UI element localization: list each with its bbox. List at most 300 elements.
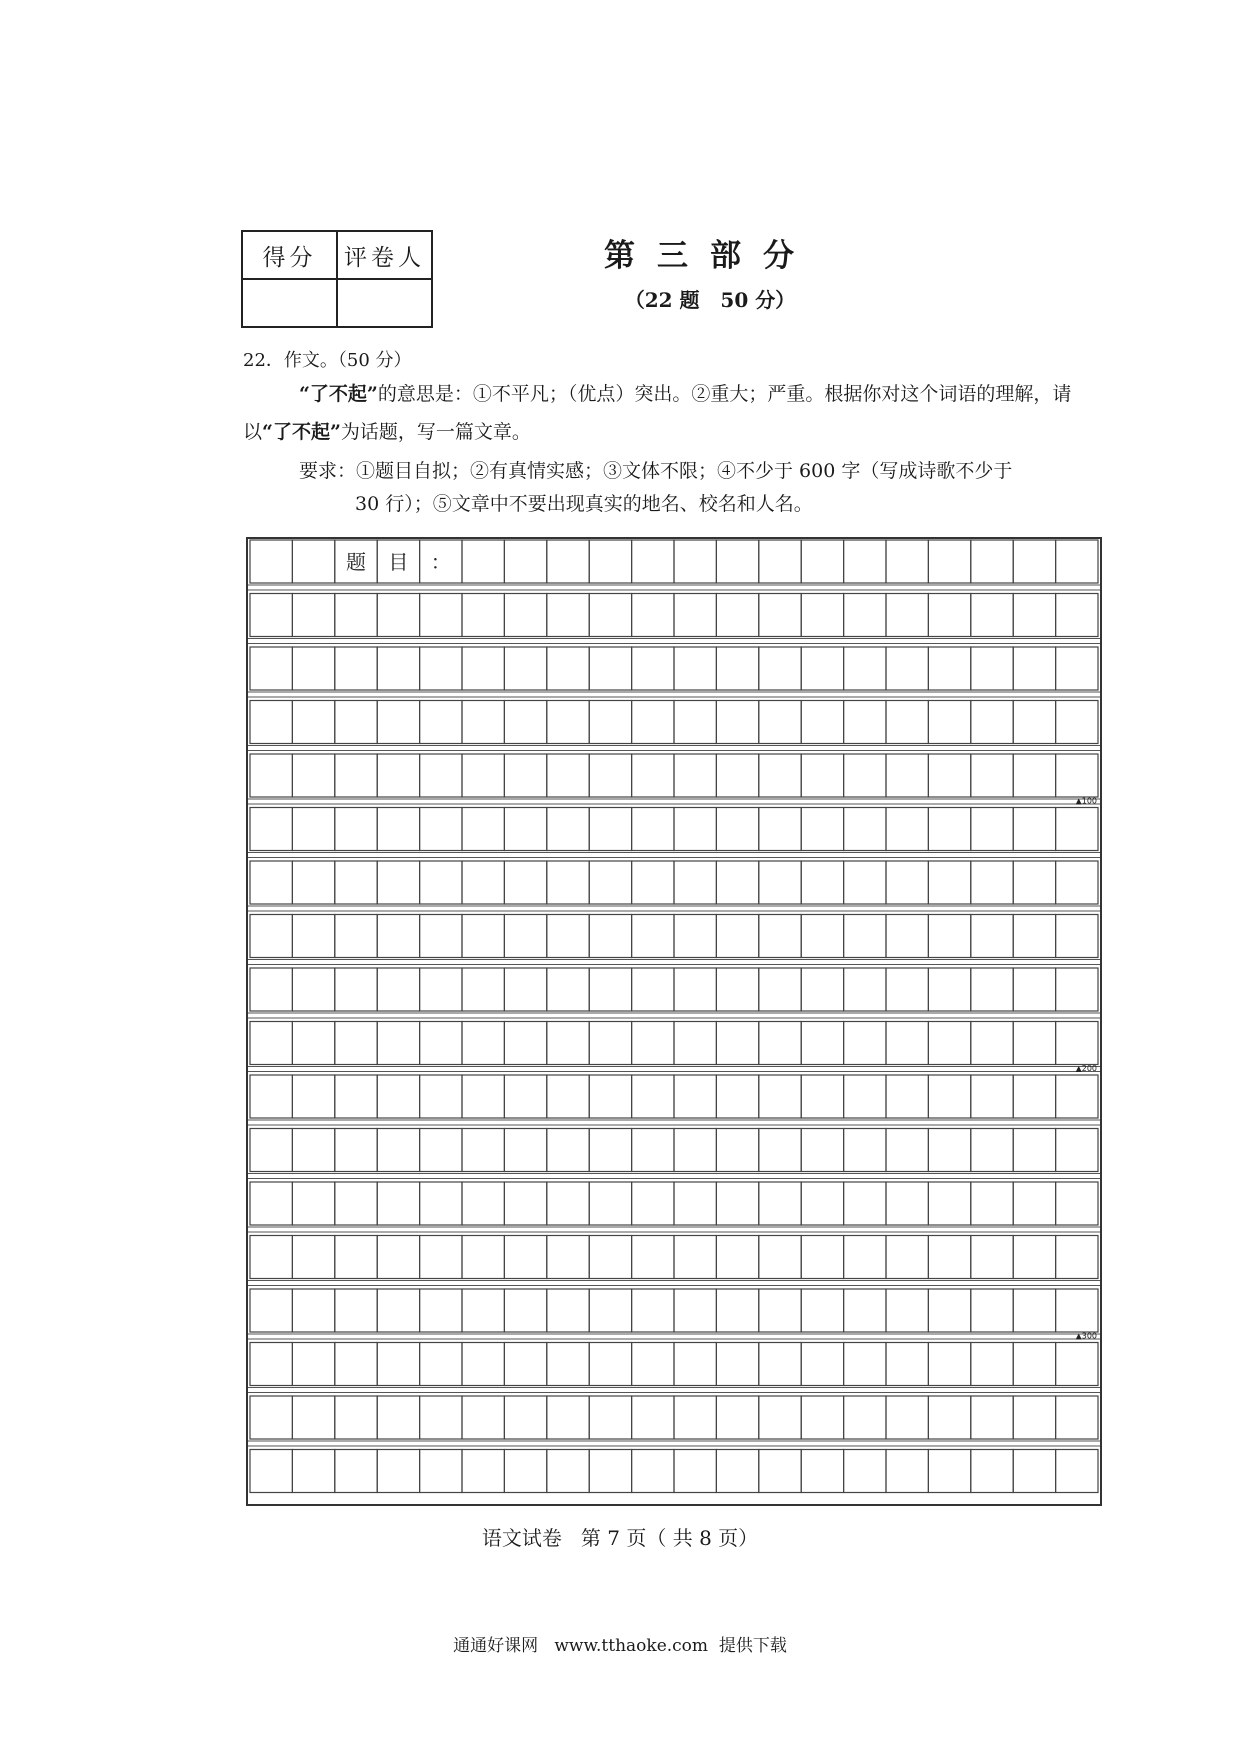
- grid-cell[interactable]: [1056, 1182, 1098, 1225]
- grid-cell[interactable]: [292, 968, 334, 1011]
- grid-cell[interactable]: [589, 1450, 631, 1493]
- grid-cell[interactable]: [632, 540, 674, 583]
- grid-cell[interactable]: [886, 1289, 928, 1332]
- grid-cell[interactable]: [420, 594, 462, 637]
- grid-cell[interactable]: [844, 1236, 886, 1279]
- grid-cell[interactable]: [674, 1075, 716, 1118]
- grid-cell[interactable]: [1013, 594, 1055, 637]
- grid-cell[interactable]: [462, 701, 504, 744]
- grid-cell[interactable]: [844, 647, 886, 690]
- grid-cell[interactable]: [250, 808, 292, 851]
- grid-cell[interactable]: [928, 540, 970, 583]
- grid-cell[interactable]: [971, 701, 1013, 744]
- grid-cell[interactable]: [377, 1289, 419, 1332]
- grid-cell[interactable]: [462, 861, 504, 904]
- grid-cell[interactable]: [504, 594, 546, 637]
- grid-cell[interactable]: [462, 647, 504, 690]
- grid-cell[interactable]: [504, 808, 546, 851]
- grid-cell[interactable]: [886, 701, 928, 744]
- grid-cell[interactable]: [632, 968, 674, 1011]
- grid-cell[interactable]: [886, 1022, 928, 1065]
- grid-cell[interactable]: [844, 1396, 886, 1439]
- grid-cell[interactable]: [335, 861, 377, 904]
- grid-cell[interactable]: [971, 1075, 1013, 1118]
- grid-cell[interactable]: [886, 754, 928, 797]
- grid-cell[interactable]: [971, 1182, 1013, 1225]
- grid-cell[interactable]: [377, 1396, 419, 1439]
- grid-cell[interactable]: [886, 647, 928, 690]
- grid-cell[interactable]: [1056, 1022, 1098, 1065]
- grid-cell[interactable]: [971, 808, 1013, 851]
- grid-cell[interactable]: [250, 647, 292, 690]
- grid-cell[interactable]: [377, 701, 419, 744]
- grid-cell[interactable]: [971, 915, 1013, 958]
- grid-cell[interactable]: [335, 1289, 377, 1332]
- grid-cell[interactable]: [716, 968, 758, 1011]
- grid-cell[interactable]: [292, 915, 334, 958]
- grid-cell[interactable]: [377, 1022, 419, 1065]
- grid-cell[interactable]: [801, 1182, 843, 1225]
- grid-cell[interactable]: [759, 1343, 801, 1386]
- grid-cell[interactable]: [547, 1289, 589, 1332]
- grid-cell[interactable]: [1013, 1343, 1055, 1386]
- grid-cell[interactable]: [462, 1236, 504, 1279]
- grid-cell[interactable]: [928, 861, 970, 904]
- grid-cell[interactable]: [335, 915, 377, 958]
- grid-cell[interactable]: [801, 1343, 843, 1386]
- grid-cell[interactable]: [674, 1450, 716, 1493]
- grid-cell[interactable]: [971, 594, 1013, 637]
- grid-cell[interactable]: [801, 1236, 843, 1279]
- grid-cell[interactable]: [504, 701, 546, 744]
- grid-cell[interactable]: [632, 754, 674, 797]
- grid-cell[interactable]: [292, 701, 334, 744]
- grid-cell[interactable]: [716, 1396, 758, 1439]
- grid-cell[interactable]: [547, 1075, 589, 1118]
- grid-cell[interactable]: [674, 1129, 716, 1172]
- grid-cell[interactable]: [462, 754, 504, 797]
- grid-cell[interactable]: [547, 915, 589, 958]
- grid-cell[interactable]: [928, 968, 970, 1011]
- grid-cell[interactable]: [801, 754, 843, 797]
- grid-cell[interactable]: [504, 1289, 546, 1332]
- grid-cell[interactable]: [716, 1129, 758, 1172]
- grid-cell[interactable]: [292, 1075, 334, 1118]
- grid-cell[interactable]: [377, 1343, 419, 1386]
- grid-cell[interactable]: [504, 1022, 546, 1065]
- grid-cell[interactable]: [1013, 915, 1055, 958]
- grid-cell[interactable]: [250, 861, 292, 904]
- grid-cell[interactable]: [759, 540, 801, 583]
- grid-cell[interactable]: [420, 1022, 462, 1065]
- grid-cell[interactable]: [462, 1182, 504, 1225]
- grid-cell[interactable]: [928, 1182, 970, 1225]
- grid-cell[interactable]: [547, 968, 589, 1011]
- grid-cell[interactable]: [759, 915, 801, 958]
- grid-cell[interactable]: [504, 968, 546, 1011]
- grid-cell[interactable]: [292, 1022, 334, 1065]
- grid-cell[interactable]: [589, 915, 631, 958]
- grid-cell[interactable]: [1056, 701, 1098, 744]
- grid-cell[interactable]: [716, 808, 758, 851]
- grid-cell[interactable]: [292, 1289, 334, 1332]
- grid-cell[interactable]: [547, 1450, 589, 1493]
- grid-cell[interactable]: [377, 861, 419, 904]
- grid-cell[interactable]: [1056, 1129, 1098, 1172]
- grid-cell[interactable]: [716, 647, 758, 690]
- grid-cell[interactable]: [674, 594, 716, 637]
- grid-cell[interactable]: [844, 1182, 886, 1225]
- grid-cell[interactable]: [250, 754, 292, 797]
- grid-cell[interactable]: [759, 701, 801, 744]
- grid-cell[interactable]: [547, 808, 589, 851]
- grid-cell[interactable]: [1056, 915, 1098, 958]
- grid-cell[interactable]: [716, 540, 758, 583]
- grid-cell[interactable]: [377, 594, 419, 637]
- grid-cell[interactable]: [716, 1289, 758, 1332]
- grid-cell[interactable]: [801, 808, 843, 851]
- grid-cell[interactable]: [589, 754, 631, 797]
- grid-cell[interactable]: [420, 861, 462, 904]
- grid-cell[interactable]: [886, 861, 928, 904]
- grid-cell[interactable]: [632, 1129, 674, 1172]
- grid-cell[interactable]: [759, 1182, 801, 1225]
- grid-cell[interactable]: [377, 1075, 419, 1118]
- grid-cell[interactable]: [674, 1343, 716, 1386]
- grid-cell[interactable]: [1013, 1450, 1055, 1493]
- grid-cell[interactable]: [589, 647, 631, 690]
- grid-cell[interactable]: [504, 540, 546, 583]
- grid-cell[interactable]: [928, 1236, 970, 1279]
- grid-cell[interactable]: [250, 1396, 292, 1439]
- grid-cell[interactable]: [504, 1396, 546, 1439]
- grid-cell[interactable]: [801, 594, 843, 637]
- grid-cell[interactable]: [801, 968, 843, 1011]
- grid-cell[interactable]: [928, 1450, 970, 1493]
- grid-cell[interactable]: [420, 915, 462, 958]
- grid-cell[interactable]: [716, 1075, 758, 1118]
- grid-cell[interactable]: [1013, 647, 1055, 690]
- grid-cell[interactable]: [547, 701, 589, 744]
- grid-cell[interactable]: [547, 1236, 589, 1279]
- grid-cell[interactable]: [759, 1075, 801, 1118]
- grid-cell[interactable]: [632, 1075, 674, 1118]
- grid-cell[interactable]: [377, 915, 419, 958]
- grid-cell[interactable]: [589, 1182, 631, 1225]
- grid-cell[interactable]: [886, 808, 928, 851]
- grid-cell[interactable]: [971, 647, 1013, 690]
- grid-cell[interactable]: [801, 701, 843, 744]
- grid-cell[interactable]: [335, 1182, 377, 1225]
- grid-cell[interactable]: [504, 1129, 546, 1172]
- grid-cell[interactable]: [928, 808, 970, 851]
- grid-cell[interactable]: [335, 1396, 377, 1439]
- grid-cell[interactable]: [928, 754, 970, 797]
- grid-cell[interactable]: [1013, 861, 1055, 904]
- grid-cell[interactable]: [462, 1129, 504, 1172]
- grid-cell[interactable]: [547, 1396, 589, 1439]
- grid-cell[interactable]: [420, 1289, 462, 1332]
- grid-cell[interactable]: [547, 647, 589, 690]
- grid-cell[interactable]: [632, 808, 674, 851]
- grid-cell[interactable]: [801, 647, 843, 690]
- grid-cell[interactable]: [377, 808, 419, 851]
- grid-cell[interactable]: [377, 754, 419, 797]
- grid-cell[interactable]: [547, 1182, 589, 1225]
- grid-cell[interactable]: [589, 594, 631, 637]
- grid-cell[interactable]: [462, 808, 504, 851]
- grid-cell[interactable]: [1056, 647, 1098, 690]
- grid-cell[interactable]: [589, 1129, 631, 1172]
- grid-cell[interactable]: [420, 754, 462, 797]
- grid-cell[interactable]: [589, 808, 631, 851]
- grid-cell[interactable]: [971, 1022, 1013, 1065]
- grid-cell[interactable]: [589, 1343, 631, 1386]
- grid-cell[interactable]: [420, 808, 462, 851]
- grid-cell[interactable]: [589, 540, 631, 583]
- grid-cell[interactable]: [504, 1075, 546, 1118]
- grid-cell[interactable]: [335, 1022, 377, 1065]
- grid-cell[interactable]: [250, 1182, 292, 1225]
- grid-cell[interactable]: [928, 1129, 970, 1172]
- grid-cell[interactable]: [504, 1236, 546, 1279]
- grid-cell[interactable]: [759, 808, 801, 851]
- grid-cell[interactable]: [1056, 1236, 1098, 1279]
- score-entry-cell[interactable]: [242, 279, 337, 327]
- grid-cell[interactable]: [801, 915, 843, 958]
- grid-cell[interactable]: [462, 1343, 504, 1386]
- grid-cell[interactable]: [632, 1236, 674, 1279]
- grid-cell[interactable]: [971, 968, 1013, 1011]
- grid-cell[interactable]: [844, 861, 886, 904]
- grid-cell[interactable]: [335, 1236, 377, 1279]
- grid-cell[interactable]: [547, 594, 589, 637]
- grid-cell[interactable]: [844, 1075, 886, 1118]
- grid-cell[interactable]: [1056, 1075, 1098, 1118]
- grid-cell[interactable]: [250, 701, 292, 744]
- grid-cell[interactable]: [589, 968, 631, 1011]
- grid-cell[interactable]: [377, 1450, 419, 1493]
- grid-cell[interactable]: [420, 1450, 462, 1493]
- grid-cell[interactable]: [759, 594, 801, 637]
- grid-cell[interactable]: [335, 1075, 377, 1118]
- grid-cell[interactable]: [632, 1022, 674, 1065]
- grid-cell[interactable]: [886, 594, 928, 637]
- grid-cell[interactable]: [1013, 808, 1055, 851]
- grid-cell[interactable]: [759, 1396, 801, 1439]
- grid-cell[interactable]: [632, 1343, 674, 1386]
- grid-cell[interactable]: [886, 1236, 928, 1279]
- grid-cell[interactable]: [674, 754, 716, 797]
- writing-grid-cells[interactable]: [248, 539, 1100, 1504]
- grid-cell[interactable]: [844, 915, 886, 958]
- grid-cell[interactable]: [504, 861, 546, 904]
- grid-cell[interactable]: [589, 701, 631, 744]
- grid-cell[interactable]: [1056, 754, 1098, 797]
- grid-cell[interactable]: [335, 1129, 377, 1172]
- grid-cell[interactable]: [292, 1396, 334, 1439]
- grid-cell[interactable]: [928, 1396, 970, 1439]
- grid-cell[interactable]: [801, 1129, 843, 1172]
- grid-cell[interactable]: [504, 1182, 546, 1225]
- grid-cell[interactable]: [632, 701, 674, 744]
- grid-cell[interactable]: [547, 1343, 589, 1386]
- grid-cell[interactable]: [886, 1182, 928, 1225]
- grid-cell[interactable]: [420, 701, 462, 744]
- grid-cell[interactable]: [674, 1289, 716, 1332]
- grid-cell[interactable]: [674, 915, 716, 958]
- grid-cell[interactable]: [420, 1182, 462, 1225]
- grid-cell[interactable]: [844, 1289, 886, 1332]
- grid-cell[interactable]: [292, 1129, 334, 1172]
- grid-cell[interactable]: [547, 1129, 589, 1172]
- grid-cell[interactable]: [716, 1182, 758, 1225]
- grid-cell[interactable]: [971, 1450, 1013, 1493]
- grid-cell[interactable]: [674, 701, 716, 744]
- grid-cell[interactable]: [928, 647, 970, 690]
- grid-cell[interactable]: [928, 1343, 970, 1386]
- grid-cell[interactable]: [759, 1289, 801, 1332]
- grid-cell[interactable]: [674, 1236, 716, 1279]
- grid-cell[interactable]: [335, 754, 377, 797]
- grid-cell[interactable]: [928, 1289, 970, 1332]
- grid-cell[interactable]: [1056, 808, 1098, 851]
- grid-cell[interactable]: [250, 1343, 292, 1386]
- grid-cell[interactable]: [335, 1343, 377, 1386]
- grid-cell[interactable]: [886, 1396, 928, 1439]
- grid-cell[interactable]: [1013, 701, 1055, 744]
- grid-cell[interactable]: [377, 1236, 419, 1279]
- grid-cell[interactable]: [1013, 1182, 1055, 1225]
- grid-cell[interactable]: [504, 1343, 546, 1386]
- grid-cell[interactable]: [716, 861, 758, 904]
- grid-cell[interactable]: [674, 540, 716, 583]
- grid-cell[interactable]: [292, 754, 334, 797]
- grid-cell[interactable]: [292, 861, 334, 904]
- grid-cell[interactable]: [759, 1450, 801, 1493]
- grid-cell[interactable]: [1013, 1129, 1055, 1172]
- grid-cell[interactable]: [250, 1022, 292, 1065]
- grid-cell[interactable]: [971, 861, 1013, 904]
- grid-cell[interactable]: [1056, 594, 1098, 637]
- grid-cell[interactable]: [886, 1343, 928, 1386]
- grid-cell[interactable]: [844, 701, 886, 744]
- grid-cell[interactable]: [420, 1236, 462, 1279]
- grid-cell[interactable]: [1013, 754, 1055, 797]
- grid-cell[interactable]: [335, 701, 377, 744]
- grid-cell[interactable]: [886, 915, 928, 958]
- grid-cell[interactable]: [292, 1236, 334, 1279]
- grid-cell[interactable]: [547, 754, 589, 797]
- grid-cell[interactable]: [632, 594, 674, 637]
- grid-cell[interactable]: [759, 1236, 801, 1279]
- grid-cell[interactable]: [716, 1450, 758, 1493]
- grid-cell[interactable]: [589, 1236, 631, 1279]
- grid-cell[interactable]: [674, 808, 716, 851]
- grid-cell[interactable]: [844, 1129, 886, 1172]
- grid-cell[interactable]: [377, 968, 419, 1011]
- grid-cell[interactable]: [1056, 1396, 1098, 1439]
- grid-cell[interactable]: [504, 1450, 546, 1493]
- grid-cell[interactable]: [844, 754, 886, 797]
- grid-cell[interactable]: [928, 915, 970, 958]
- grid-cell[interactable]: [250, 1075, 292, 1118]
- grid-cell[interactable]: [589, 1022, 631, 1065]
- grid-cell[interactable]: [1056, 540, 1098, 583]
- grid-cell[interactable]: [250, 968, 292, 1011]
- grid-cell[interactable]: [844, 808, 886, 851]
- grid-cell[interactable]: [292, 540, 334, 583]
- grid-cell[interactable]: [716, 915, 758, 958]
- grid-cell[interactable]: [504, 915, 546, 958]
- grid-cell[interactable]: [632, 647, 674, 690]
- grid-cell[interactable]: [971, 1289, 1013, 1332]
- grid-cell[interactable]: [801, 1022, 843, 1065]
- grid-cell[interactable]: [292, 1450, 334, 1493]
- grid-cell[interactable]: [377, 1129, 419, 1172]
- grid-cell[interactable]: [292, 1343, 334, 1386]
- grid-cell[interactable]: [462, 1289, 504, 1332]
- grid-cell[interactable]: [462, 1450, 504, 1493]
- grid-cell[interactable]: [462, 1075, 504, 1118]
- grid-cell[interactable]: [292, 594, 334, 637]
- grid-cell[interactable]: [589, 1075, 631, 1118]
- grid-cell[interactable]: [420, 968, 462, 1011]
- grid-cell[interactable]: [547, 861, 589, 904]
- grid-cell[interactable]: [335, 594, 377, 637]
- grid-cell[interactable]: [844, 968, 886, 1011]
- grid-cell[interactable]: [292, 647, 334, 690]
- grid-cell[interactable]: [462, 1396, 504, 1439]
- grid-cell[interactable]: [632, 1289, 674, 1332]
- grid-cell[interactable]: [462, 1022, 504, 1065]
- grid-cell[interactable]: [250, 915, 292, 958]
- grid-cell[interactable]: [589, 861, 631, 904]
- grid-cell[interactable]: [250, 540, 292, 583]
- grid-cell[interactable]: [801, 1289, 843, 1332]
- grid-cell[interactable]: [971, 754, 1013, 797]
- grid-cell[interactable]: [928, 594, 970, 637]
- grid-cell[interactable]: [462, 915, 504, 958]
- grid-cell[interactable]: [335, 968, 377, 1011]
- grid-cell[interactable]: [886, 968, 928, 1011]
- grid-cell[interactable]: [462, 594, 504, 637]
- grid-cell[interactable]: [1013, 1396, 1055, 1439]
- grid-cell[interactable]: [801, 540, 843, 583]
- grid-cell[interactable]: [1056, 1343, 1098, 1386]
- grid-cell[interactable]: [674, 1022, 716, 1065]
- grid-cell[interactable]: [674, 1396, 716, 1439]
- grid-cell[interactable]: [292, 808, 334, 851]
- grid-cell[interactable]: [971, 1343, 1013, 1386]
- grid-cell[interactable]: [716, 1343, 758, 1386]
- grid-cell[interactable]: [844, 1343, 886, 1386]
- grid-cell[interactable]: [844, 594, 886, 637]
- grid-cell[interactable]: [1056, 1450, 1098, 1493]
- grid-cell[interactable]: [1056, 861, 1098, 904]
- grid-cell[interactable]: [632, 1182, 674, 1225]
- grid-cell[interactable]: [632, 1450, 674, 1493]
- grid-cell[interactable]: [886, 540, 928, 583]
- writing-grid[interactable]: [246, 537, 1102, 1506]
- grid-cell[interactable]: [420, 647, 462, 690]
- grid-cell[interactable]: [420, 1396, 462, 1439]
- grid-cell[interactable]: [801, 1075, 843, 1118]
- grid-cell[interactable]: [547, 540, 589, 583]
- grid-cell[interactable]: [632, 1396, 674, 1439]
- grid-cell[interactable]: [886, 1450, 928, 1493]
- grid-cell[interactable]: [801, 861, 843, 904]
